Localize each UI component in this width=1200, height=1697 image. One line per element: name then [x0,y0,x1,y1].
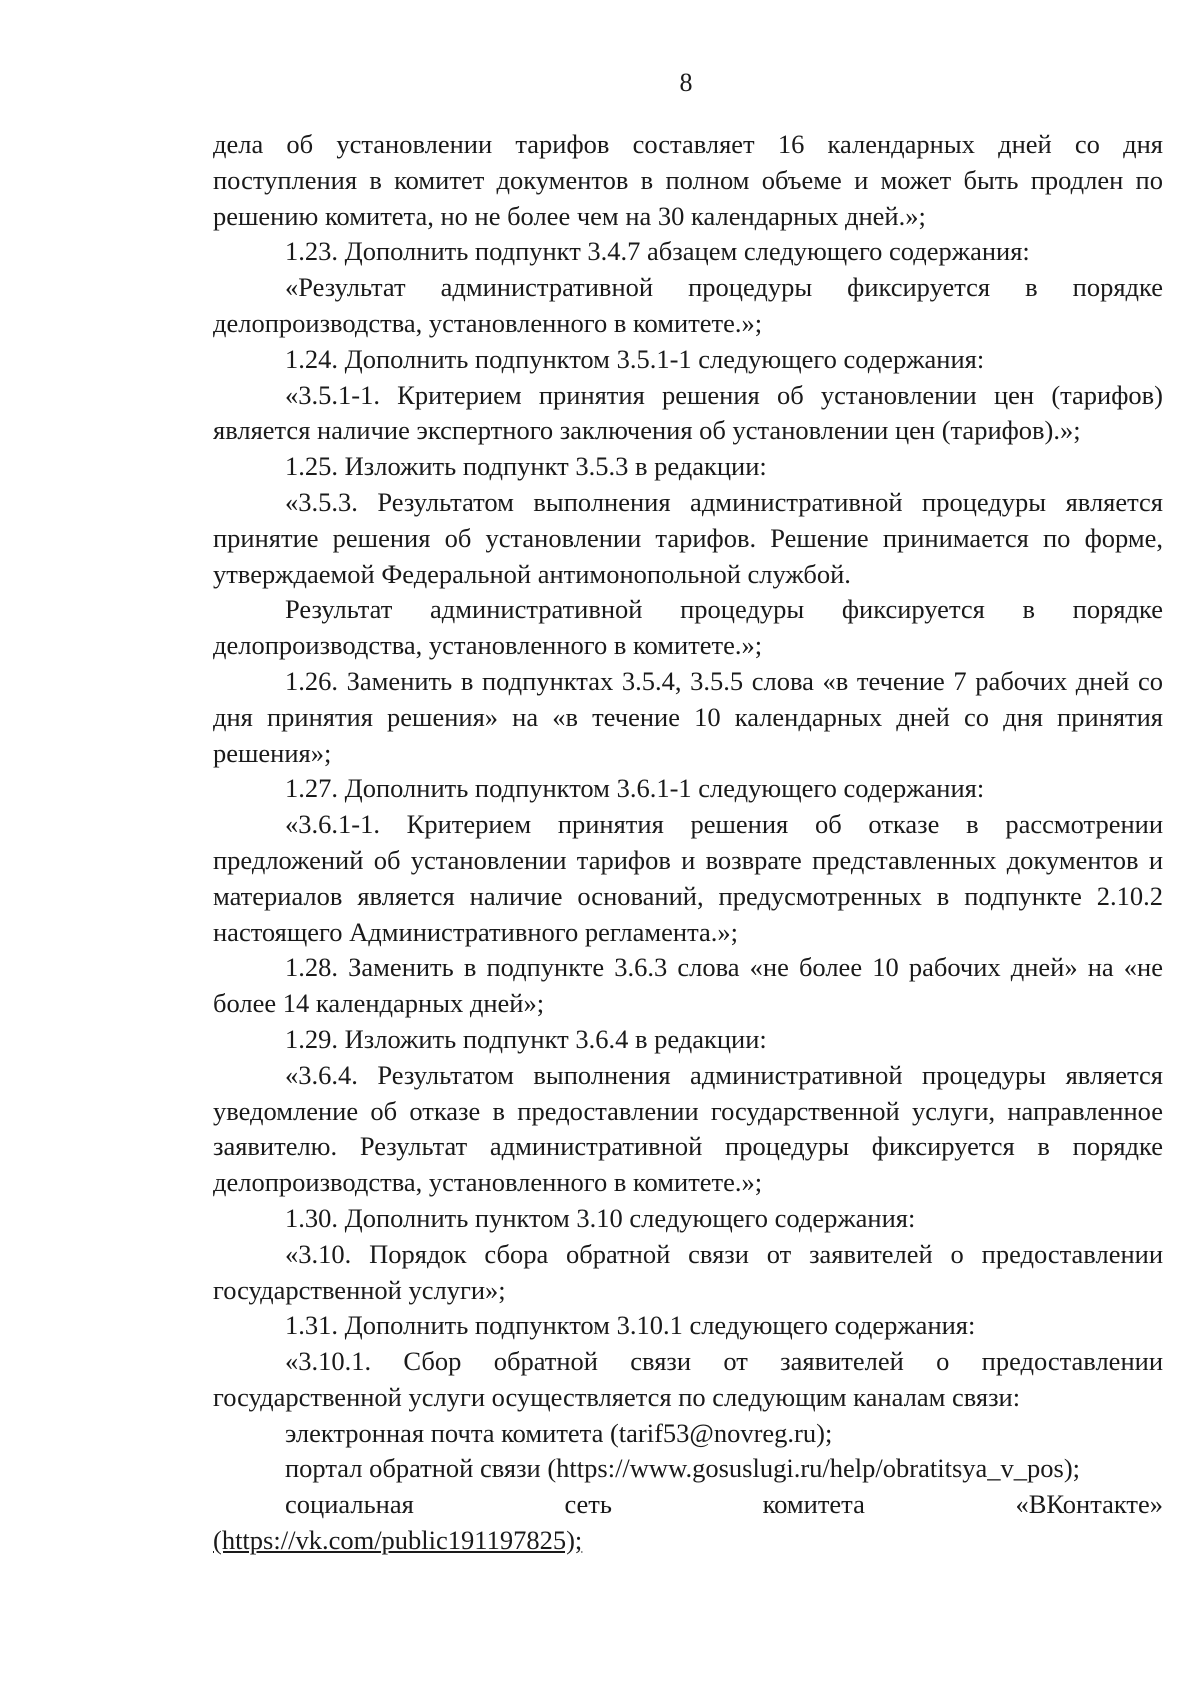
paragraph-1-24: 1.24. Дополнить подпунктом 3.5.1-1 следующего содержания: [285,343,985,374]
paragraph-1-30: 1.30. Дополнить пунктом 3.10 следующего содержания: [285,1202,916,1233]
social-word: «ВКонтакте» [1015,1489,1163,1520]
paragraph-quote-3-5-1-1: «3.5.1-1. Критерием принятия решения об установлении цен (тарифов) является наличие экспертного заключения об установлении цен (тарифов).»; [213,379,1163,446]
paragraph-quote-3-10: «3.10. Порядок сбора обратной связи от заявителей о предоставлении государственной услуги»; [213,1238,1163,1305]
paragraph-continuation: дела об установлении тарифов составляет 16 календарных дней со дня поступления в комитет документов в полном объеме и может быть продлен по решению комитета, но не более чем на 30 календарных дней.»; [213,129,1163,231]
page-number: 8 [679,68,693,97]
paragraph-quote-3-5-3-result: Результат административной процедуры фиксируется в порядке делопроизводства, установленного в комитете.»; [213,594,1163,661]
vk-link[interactable]: (https://vk.com/public191197825); [213,1525,583,1556]
paragraph-social-channel [213,1487,1163,1523]
social-word: социальная [285,1489,414,1520]
paragraph-portal-channel: портал обратной связи (https://www.gosuslugi.ru/help/obratitsya_v_pos); [285,1453,1081,1484]
paragraph-1-31: 1.31. Дополнить подпунктом 3.10.1 следующего содержания: [285,1310,976,1341]
social-word: сеть [564,1489,612,1520]
paragraph-1-26: 1.26. Заменить в подпунктах 3.5.4, 3.5.5 слова «в течение 7 рабочих дней со дня принятия решения» на «в течение 10 календарных дней со дня принятия решения»; [213,665,1163,768]
paragraph-social-link-line [213,1523,1163,1559]
paragraph-quote-3-6-1-1: «3.6.1-1. Критерием принятия решения об отказе в рассмотрении предложений об установлении тарифов и возврате представленных документов и материалов является наличие оснований, предусмотренных в подпункте 2.10.2 настоящего Административного регламента.»; [213,809,1163,947]
document-body [213,127,1163,1559]
paragraph-quote-3-6-4: «3.6.4. Результатом выполнения административной процедуры является уведомление об отказе в предоставлении государственной услуги, направленное заявителю. Результат административной процедуры фиксируется в порядке делопроизводства, установленного в комитете.»; [213,1059,1163,1198]
paragraph-email-channel: электронная почта комитета (tarif53@novreg.ru); [285,1417,833,1448]
paragraph-1-27: 1.27. Дополнить подпунктом 3.6.1-1 следующего содержания: [285,773,985,804]
paragraph-quote-3-5-3: «3.5.3. Результатом выполнения административной процедуры является принятие решения об установлении тарифов. Решение принимается по форме, утверждаемой Федеральной антимонопольной службой. [213,486,1163,589]
paragraph-1-29: 1.29. Изложить подпункт 3.6.4 в редакции: [285,1023,767,1054]
paragraph-quote-3-10-1: «3.10.1. Сбор обратной связи от заявителей о предоставлении государственной услуги осуществляется по следующим каналам связи: [213,1346,1163,1412]
paragraph-1-25: 1.25. Изложить подпункт 3.5.3 в редакции: [285,451,767,482]
paragraph-1-28: 1.28. Заменить в подпункте 3.6.3 слова «не более 10 рабочих дней» на «не более 14 календарных дней»; [213,952,1163,1019]
paragraph-quote-3-4-7: «Результат административной процедуры фиксируется в порядке делопроизводства, установленного в комитете.»; [213,272,1163,338]
social-word: комитета [762,1489,865,1520]
paragraph-1-23: 1.23. Дополнить подпункт 3.4.7 абзацем следующего содержания: [285,236,1030,267]
